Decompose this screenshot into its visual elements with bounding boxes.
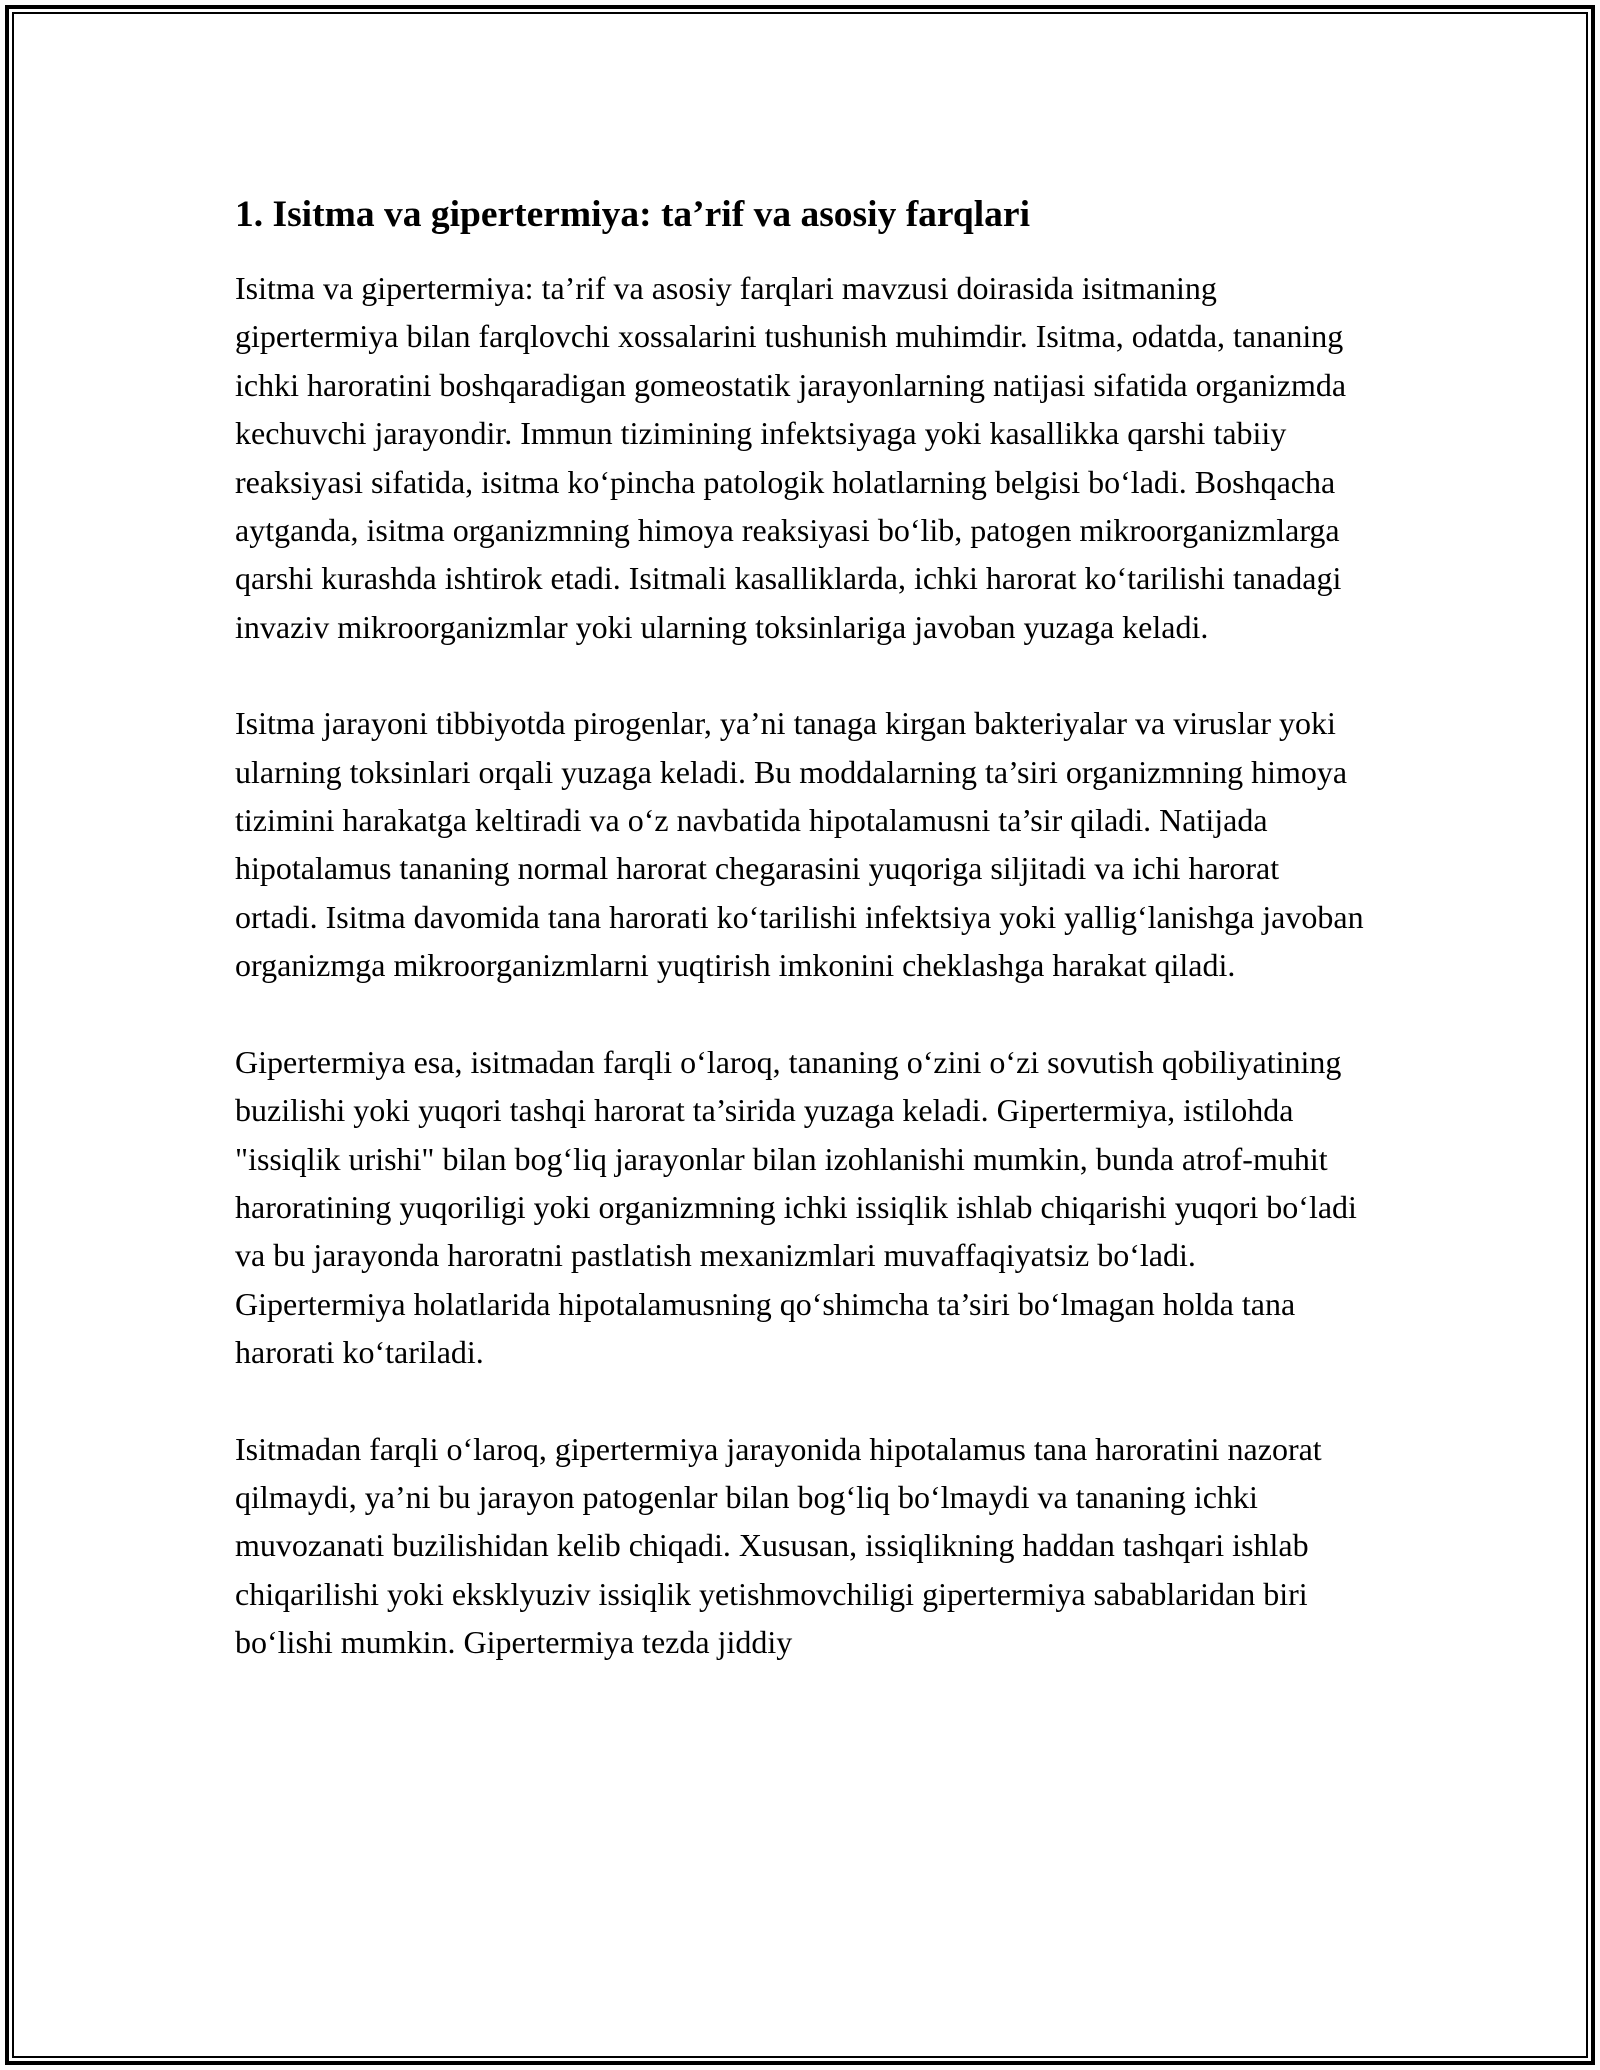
document-body — [235, 185, 1365, 1715]
paragraph: Isitma va gipertermiya: ta’rif va asosiy farqlari mavzusi doirasida isitmaning gipertermiya bilan farqlovchi xossalarini tushunish muhimdir. Isitma, odatda, tananing ichki haroratini boshqaradigan gomeostatik jarayonlarning natijasi sifatida organizmda kechuvchi jarayondir. Immun tizimining infektsiyaga yoki kasallikka qarshi tabiiy reaksiyasi sifatida, isitma ko‘pincha patologik holatlarning belgisi bo‘ladi. Boshqacha aytganda, isitma organizmning himoya reaksiyasi bo‘lib, patogen mikroorganizmlarga qarshi kurashda ishtirok etadi. Isitmali kasalliklarda, ichki harorat ko‘tarilishi tanadagi invaziv mikroorganizmlar yoki ularning toksinlariga javoban yuzaga keladi. — [235, 270, 1347, 645]
section-heading: 1. Isitma va gipertermiya: ta’rif va asosiy farqlari — [235, 194, 1030, 235]
paragraph: Isitmadan farqli o‘laroq, gipertermiya jarayonida hipotalamus tana haroratini nazorat qilmaydi, ya’ni bu jarayon patogenlar bilan bog‘liq bo‘lmaydi va tananing ichki muvozanati buzilishidan kelib chiqadi. Xususan, issiqlikning haddan tashqari ishlab chiqarilishi yoki eksklyuziv issiqlik yetishmovchiligi gipertermiya sabablaridan biri bo‘lishi mumkin. Gipertermiya tezda jiddiy — [235, 1430, 1322, 1661]
paragraph: Isitma jarayoni tibbiyotda pirogenlar, ya’ni tanaga kirgan bakteriyalar va viruslar yoki ularning toksinlari orqali yuzaga keladi. Bu moddalarning ta’siri organizmning himoya tizimini harakatga keltiradi va o‘z navbatida hipotalamusni ta’sir qiladi. Natijada hipotalamus tananing normal harorat chegarasini yuqoriga siljitadi va ichi harorat ortadi. Isitma davomida tana harorati ko‘tarilishi infektsiya yoki yallig‘lanishga javoban organizmga mikroorganizmlarni yuqtirish imkonini cheklashga harakat qiladi. — [235, 705, 1364, 984]
paragraph: Gipertermiya esa, isitmadan farqli o‘laroq, tananing o‘zini o‘zi sovutish qobiliyatining buzilishi yoki yuqori tashqi harorat ta’sirida yuzaga keladi. Gipertermiya, istilohda "issiqlik urishi" bilan bog‘liq jarayonlar bilan izohlanishi mumkin, bunda atrof-muhit haroratining yuqoriligi yoki organizmning ichki issiqlik ishlab chiqarishi yuqori bo‘ladi va bu jarayonda haroratni pastlatish mexanizmlari muvaffaqiyatsiz bo‘ladi. Gipertermiya holatlarida hipotalamusning qo‘shimcha ta’siri bo‘lmagan holda tana harorati ko‘tariladi. — [235, 1043, 1357, 1371]
